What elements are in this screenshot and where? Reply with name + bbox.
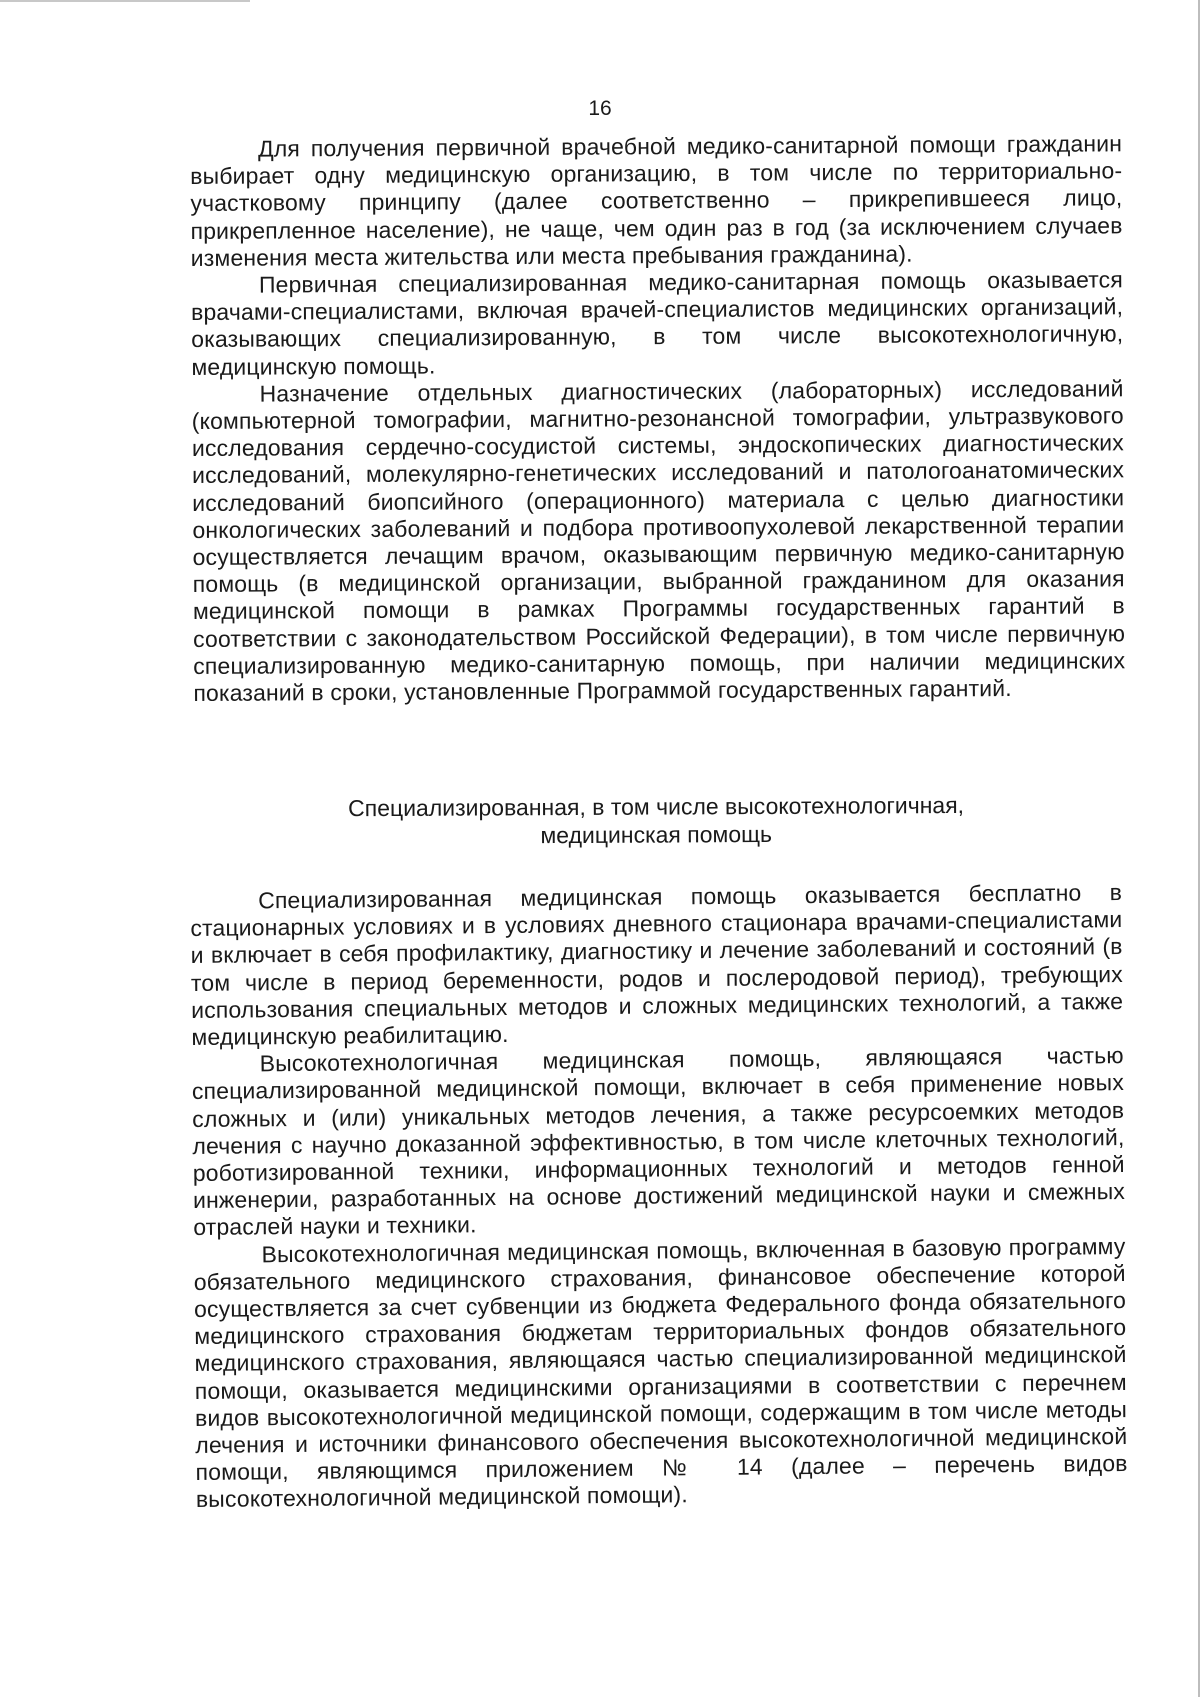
section-2-text [190, 879, 1128, 1514]
paragraph: Назначение отдельных диагностических (лабораторных) исследований (компьютерной томографии, магнитно-резонансной томографии, ультразвукового исследования сердечно-сосудистой системы, эндоскопических диагностических исследований, молекулярно-генетических исследований и патологоанатомических исследований биопсийного (операционного) материала с целью диагностики онкологических заболеваний и подбора противоопухолевой лекарственной терапии осуществляется лечащим врачом, оказывающим первичную медико-санитарную помощь (в медицинской организации, выбранной гражданином для оказания медицинской помощи в рамках Программы государственных гарантий в соответствии с законодательством Российской Федерации), в том числе первичную специализированную медико-санитарную помощь, при наличии медицинских показаний в сроки, установленные Программой государственных гарантий. [191, 375, 1126, 707]
section-1-text [190, 130, 1125, 707]
section-heading-line-2: медицинская помощь [540, 820, 773, 849]
paragraph: Высокотехнологичная медицинская помощь, включенная в базовую программу обязательного медицинского страхования, финансовое обеспечение которой осуществляется за счет субвенции из бюджета Федерального фонда обязательного медицинского страхования бюджетам территориальных фондов обязательного медицинского страхования, являющаяся частью специализированной медицинской помощи, оказывается медицинскими организациями в соответствии с перечнем видов высокотехнологичной медицинской помощи, содержащим в том числе методы лечения и источники финансового обеспечения высокотехнологичной медицинской помощи, являющимся приложением № 14 (далее – перечень видов высокотехнологичной медицинской помощи). [193, 1232, 1128, 1513]
paragraph: Специализированная медицинская помощь оказывается бесплатно в стационарных условиях и в условиях дневного стационара врачами-специалистами и включает в себя профилактику, диагностику и лечение заболеваний и состояний (в том числе в период беременности, родов и послеродовой период), требующих использования специальных методов и сложных медицинских технологий, а также медицинскую реабилитацию. [190, 879, 1124, 1051]
section-heading [190, 790, 1122, 851]
paragraph: Для получения первичной врачебной медико-санитарной помощи гражданин выбирает одну медицинскую организацию, в том числе по территориально-участковому принципу (далее соответственно – прикрепившееся лицо, прикрепленное население), не чаще, чем один раз в год (за исключением случаев изменения места жительства или места пребывания гражданина). [190, 130, 1123, 271]
paragraph: Высокотехнологичная медицинская помощь, являющаяся частью специализированной медицинской помощи, включает в себя применение новых сложных и (или) уникальных методов лечения, а также ресурсоемких методов лечения с научно доказанной эффективностью, в том числе клеточных технологий, роботизированной техники, информационных технологий и методов генной инженерии, разработанных на основе достижений медицинской науки и смежных отраслей науки и техники. [191, 1042, 1126, 1241]
paragraph: Первичная специализированная медико-санитарная помощь оказывается врачами-специалистами, включая врачей-специалистов медицинских организаций, оказывающих специализированную, в том числе высокотехнологичную, медицинскую помощь. [190, 266, 1124, 380]
page-number: 16 [588, 97, 612, 120]
section-heading-line-1: Специализированная, в том числе высокотехнологичная, [348, 791, 965, 822]
scan-edge-top [0, 0, 250, 2]
